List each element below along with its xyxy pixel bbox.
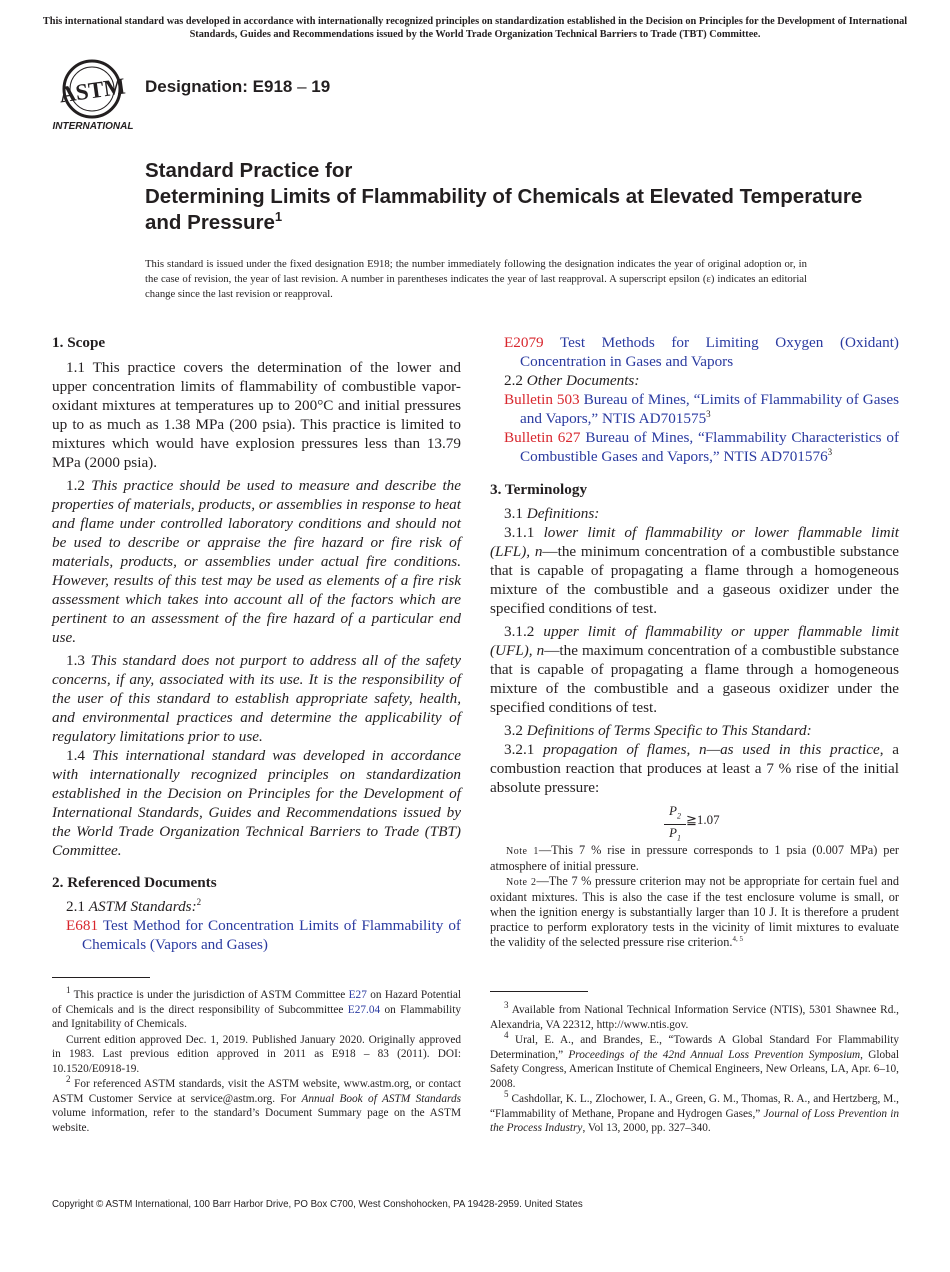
title-footnote-ref: 1 <box>274 209 283 225</box>
designation-label: Designation: E918 <box>145 77 293 96</box>
reference-b627-code[interactable]: Bulletin 627 <box>504 429 581 446</box>
title-main-text: Determining Limits of Flammability of Chemicals at Elevated Temperature and Pressure <box>145 185 863 234</box>
footnote-edition: Current edition approved Dec. 1, 2019. Published January 2020. Originally approved in 1983. Last previous edition approved in 2011 as E918 – 83 (2011). DOI: 10.1520/E0918-19. <box>52 1033 461 1075</box>
reference-e2079-title[interactable]: Test Methods for Limiting Oxygen (Oxidant) Concentration in Gases and Vapors <box>520 334 899 370</box>
paragraph-1-1: 1.1 This practice covers the determination of the lower and upper concentration limits of flammability of combustible vapor-oxidant mixtures at temperatures up to 200°C and initial pressures up to as much as 1.38 MPa (200 psia). This practice is limited to mixtures which would have explosion pressures less than 13.79 MPa (2000 psia). <box>52 359 462 471</box>
logo-letters: ASTM <box>57 73 127 108</box>
pressure-equation <box>490 797 899 843</box>
paragraph-1-3: 1.3 This standard does not purport to address all of the safety concerns, if any, associated with its use. It is the responsibility of the user of this standard to establish appropriate safety, health, and environmental practices and determine the applicability of regulatory limitations prior to use. <box>52 652 462 745</box>
reference-bulletin-503[interactable]: Bulletin 503 Bureau of Mines, “Limits of Flammability of Gases and Vapors,” NTIS AD701575$^3$ <box>504 391 900 427</box>
reference-e681[interactable] <box>52 916 461 954</box>
equation-rhs: ≧1.07 <box>686 812 720 827</box>
section-3-heading: 3. Terminology <box>490 481 588 498</box>
footnote-link-e27-04[interactable]: E27.04 <box>347 1003 381 1016</box>
reference-e681-title[interactable]: Test Method for Concentration Limits of Flammability of Chemicals (Vapors and Gases) <box>82 917 461 953</box>
section-2-heading: 2. Referenced Documents <box>52 874 217 891</box>
paragraph-1-2: 1.2 This practice should be used to measure and describe the properties of materials, products, or assemblies in response to heat and flame under controlled laboratory conditions and should not be used to describe or appraise the fire hazard or fire risk of materials, products, or assemblies under actual fire conditions. However, results of this test may be used as elements of a fire risk assessment which takes into account all of the factors which are pertinent to an assessment of the fire hazard of a particular end use. <box>52 477 462 646</box>
definition-ufl: 3.1.2 upper limit of flammability or upper flammable limit (UFL), n—the maximum concentration of a combustible substance that is capable of propagating a flame through a homogeneous mixture of the combustible and a gaseous oxidizer under the specified conditions of test. <box>490 623 899 716</box>
document-title <box>145 158 865 236</box>
footnote-link-e27[interactable]: E27 <box>348 989 367 1001</box>
reference-b503-title[interactable]: Bureau of Mines, “Limits of Flammability of Gases and Vapors,” NTIS AD701575 <box>520 391 900 427</box>
designation <box>145 77 330 97</box>
reference-bulletin-627[interactable]: Bulletin 627 Bureau of Mines, “Flammability Characteristics of Combustible Gases and Vapors,” NTIS AD701576$^3$ <box>504 429 900 465</box>
footnote-1: $^1$ This practice is under the jurisdiction of ASTM Committee E27 on Hazard Potential of Chemicals and is the direct responsibility of Subcommittee E27.04 on Flammability and Ignitability of Chemicals. <box>52 985 462 1030</box>
paragraph-3-2: 3.2 Definitions of Terms Specific to This Standard: <box>504 722 812 739</box>
reference-e2079-code[interactable]: E2079 <box>504 334 544 351</box>
astm-logo <box>52 56 136 134</box>
footnote-4: $^4$ Ural, E. A., and Brandes, E., “Towards A Global Standard For Flammability Determination,” Proceedings of the 42nd Annual Loss Prevention Symposium, Global Safety Congress, American Institute of Chemical Engineers, New Orleans, LA, Apr. 6–10, 2008. <box>490 1030 900 1090</box>
reference-e681-code[interactable]: E681 <box>66 917 99 934</box>
paragraph-2-2: 2.2 Other Documents: <box>504 372 640 389</box>
designation-year: 19 <box>311 77 331 96</box>
development-notice: This international standard was developed in accordance with internationally recognized principles on standardization established in the Decision on Principles for the Development of International Standards, Guides and Recommendations issued by the World Trade Organization Technical Barriers to Trade (TBT) Committee. <box>42 16 908 40</box>
footnotes-right <box>490 1000 900 1137</box>
title-line-1: Standard Practice for <box>145 159 353 182</box>
note-2: Note 2—The 7 % pressure criterion may not be appropriate for certain fuel and oxidant mixtures. This is also the case if the test enclosure volume is small, or when the ignition energy is substantially larger than 10 J. It is therefore a prudent practice to perform exploratory tests in the vicinity of limit mixtures to evaluate the validity of the selected pressure rise criterion.$^{4, 5}$ <box>490 874 899 949</box>
paragraph-2-1: 2.1 ASTM Standards:$^2$ <box>66 896 202 915</box>
equation-fraction: $P_2$ $P_1$ <box>664 803 686 845</box>
footnote-divider-left <box>52 977 150 978</box>
copyright-footer: Copyright © ASTM International, 100 Barr Harbor Drive, PO Box C700, West Conshohocken, PA 19428-2959. United States <box>52 1199 583 1210</box>
reference-b627-title[interactable]: Bureau of Mines, “Flammability Characteristics of Combustible Gases and Vapors,” NTIS AD701576 <box>520 429 900 465</box>
logo-subtitle: INTERNATIONAL <box>52 121 134 132</box>
footnote-2: $^2$ For referenced ASTM standards, visit the ASTM website, www.astm.org, or contact ASTM Customer Service at service@astm.org. For Annual Book of ASTM Standards volume information, refer to the standard’s Document Summary page on the ASTM website. <box>52 1074 462 1134</box>
footnotes-left <box>52 985 462 1136</box>
footnote-divider-right <box>490 991 588 992</box>
title-main <box>145 184 865 236</box>
issuance-note: This standard is issued under the fixed designation E918; the number immediately following the designation indicates the year of original adoption or, in the case of revision, the year of last revision. A number in parentheses indicates the year of last reapproval. A superscript epsilon (ε) indicates an editorial change since the last revision or reapproval. <box>145 258 807 300</box>
paragraph-1-4: 1.4 This international standard was developed in accordance with internationally recognized principles on standardization established in the Decision on Principles for the Development of International Standards, Guides and Recommendations issued by the World Trade Organization Technical Barriers to Trade (TBT) Committee. <box>52 747 462 859</box>
reference-b503-code[interactable]: Bulletin 503 <box>504 391 580 408</box>
reference-e2079[interactable] <box>490 333 899 371</box>
definition-lfl: 3.1.1 lower limit of flammability or lower flammable limit (LFL), n—the minimum concentration of a combustible substance that is capable of propagating a flame through a homogeneous mixture of the combustible and a gaseous oxidizer under the specified conditions of test. <box>490 524 900 617</box>
section-1-heading: 1. Scope <box>52 334 106 351</box>
note-1: Note 1—This 7 % rise in pressure corresponds to 1 psia (0.007 MPa) per atmosphere of initial pressure. <box>490 843 899 873</box>
paragraph-3-1: 3.1 Definitions: <box>504 505 600 522</box>
left-column <box>52 333 461 954</box>
definition-propagation: 3.2.1 propagation of flames, n—as used in this practice, a combustion reaction that produces at least a 7 % rise of the initial absolute pressure: <box>490 741 899 796</box>
astm-logo-mark <box>52 56 136 134</box>
designation-dash: – <box>292 77 312 96</box>
footnote-3: $^3$ Available from National Technical Information Service (NTIS), 5301 Shawnee Rd., Alexandria, VA 22312, http://www.ntis.gov. <box>490 1000 899 1031</box>
footnote-5: $^5$ Cashdollar, K. L., Zlochower, I. A., Green, G. M., Thomas, R. A., and Hertzberg, M., “Flammability of Methane, Propane and Hydrogen Gases,” Journal of Loss Prevention in the Process Industry, Vol 13, 2000, pp. 327–340. <box>490 1089 899 1134</box>
right-column <box>490 333 899 950</box>
